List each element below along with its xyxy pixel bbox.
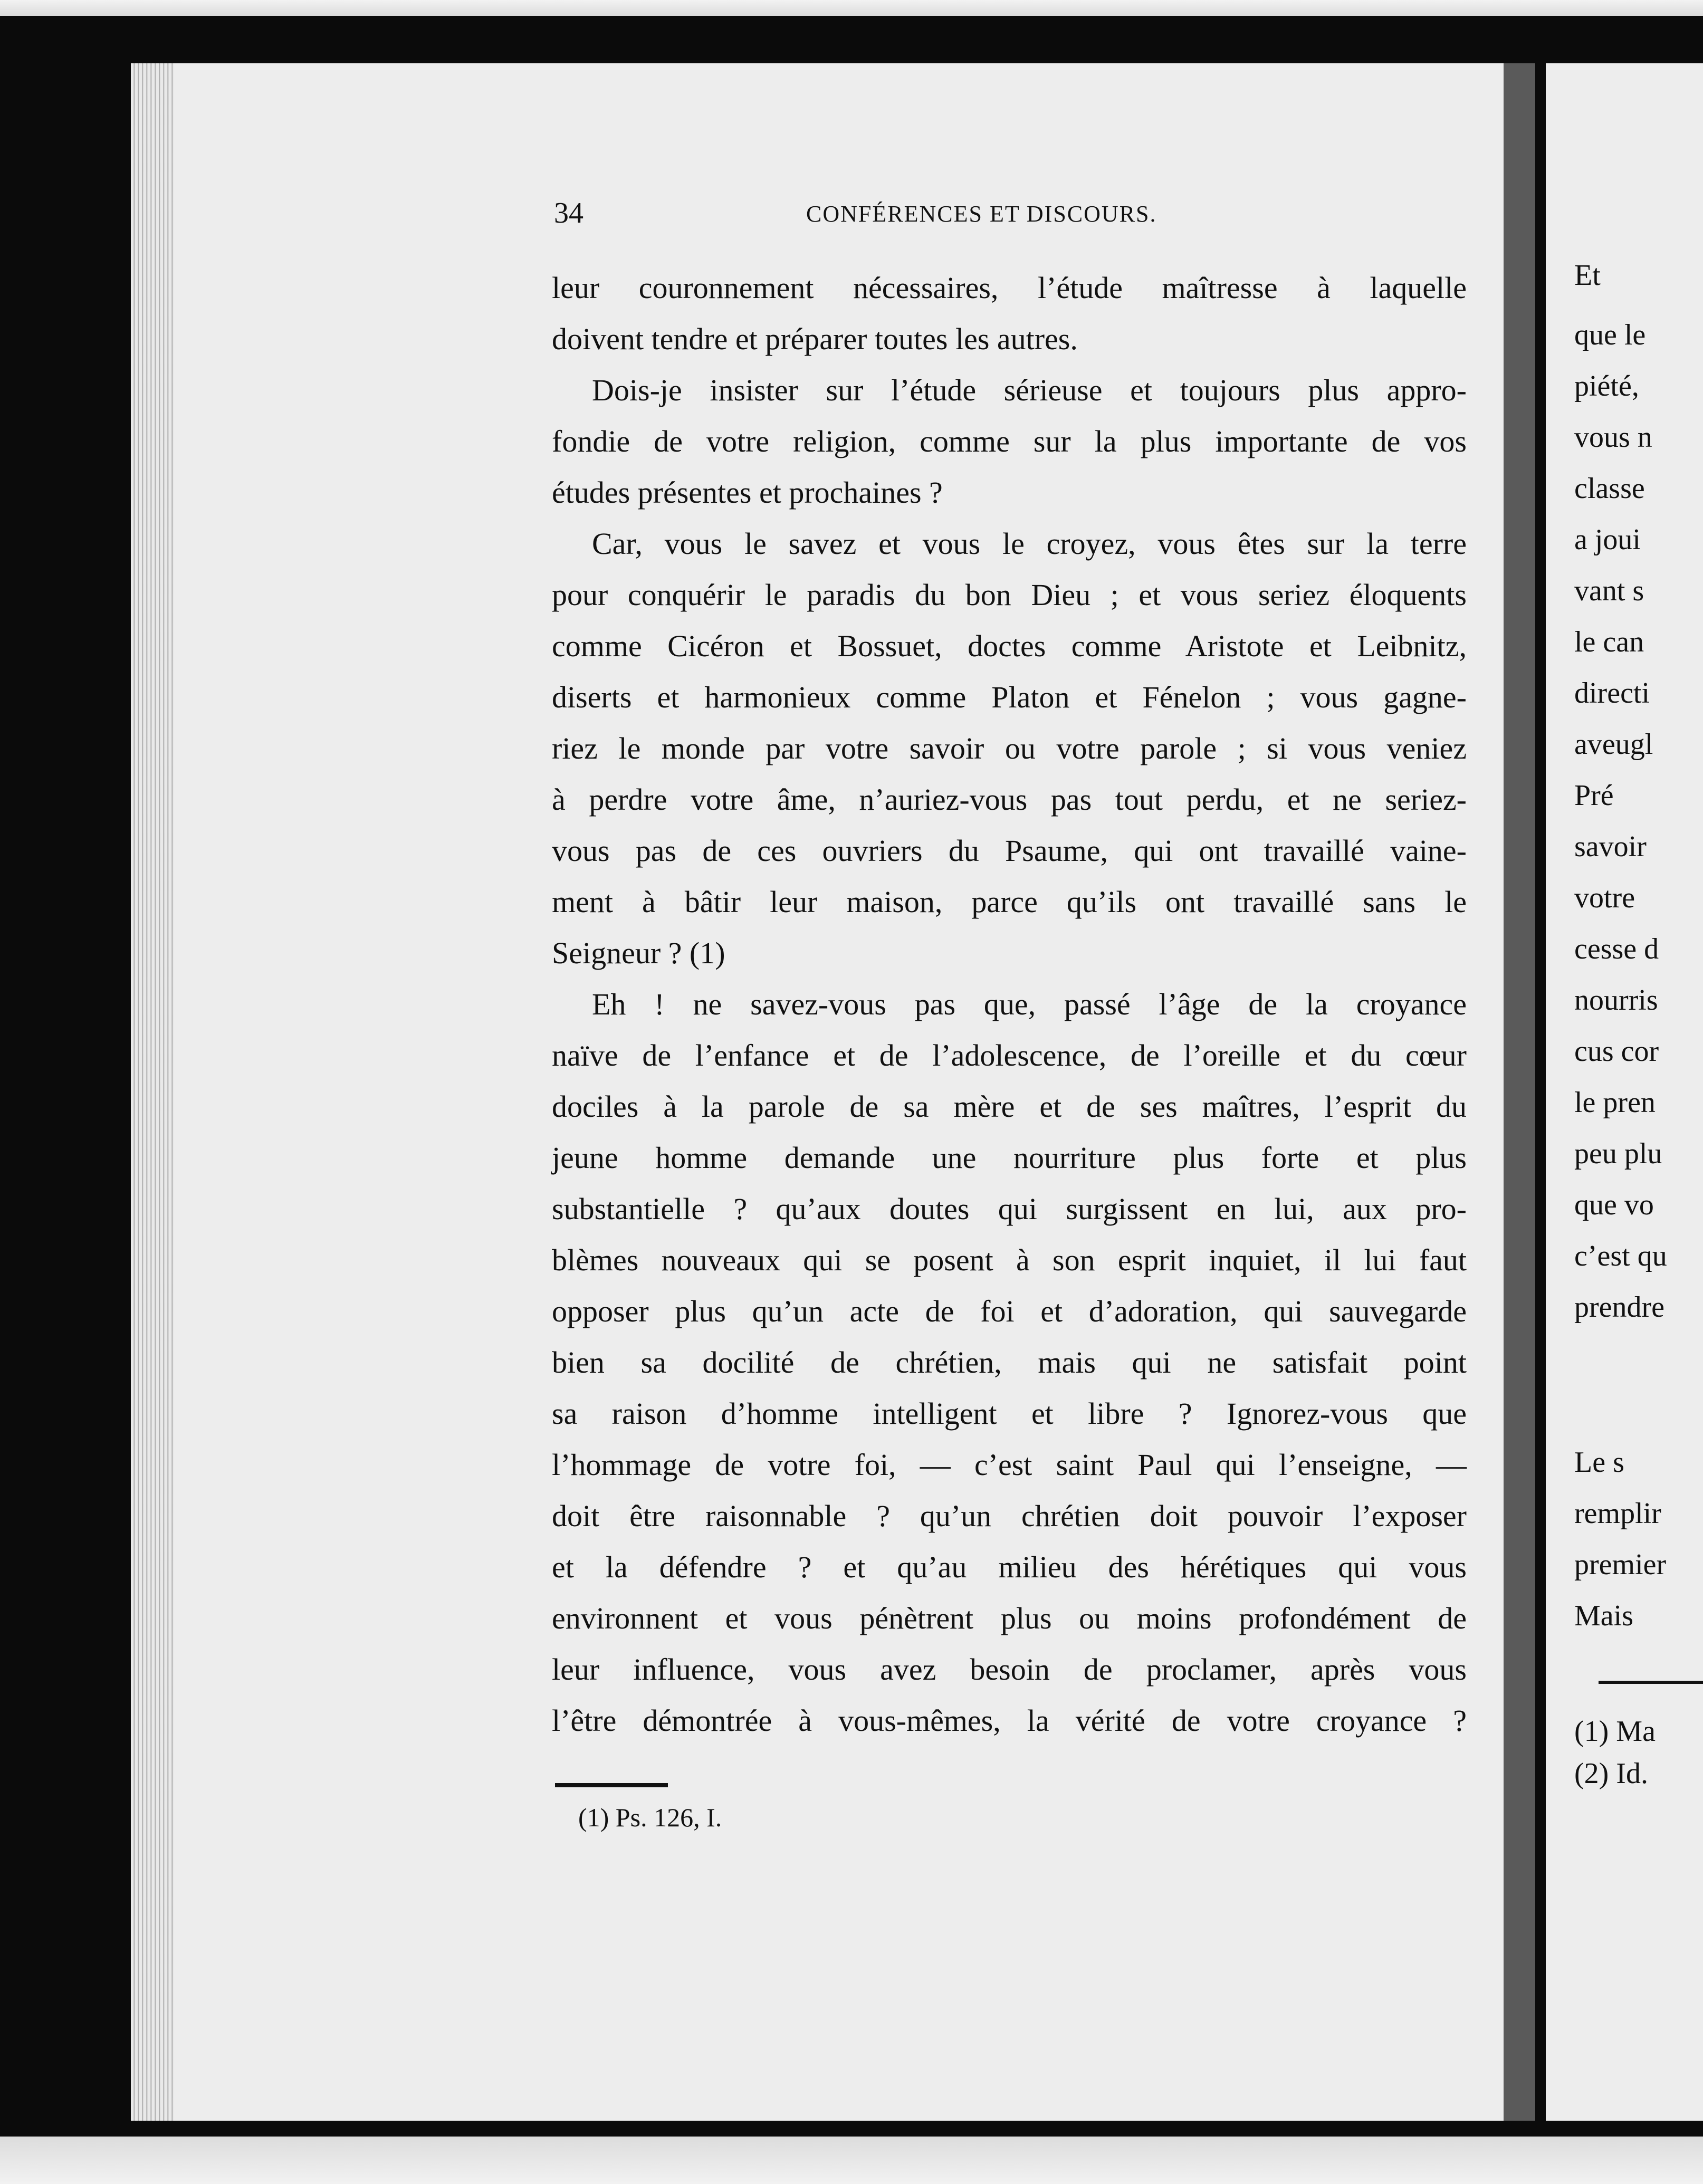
text-line: l’hommage de votre foi, — c’est saint Paul qui l’enseigne, — [552,1448,1467,1482]
page-number: 34 [554,197,583,229]
text-line: à perdre votre âme, n’auriez-vous pas tout perdu, et ne seriez- [552,782,1467,817]
text-line: pour conquérir le paradis du bon Dieu ; et vous seriez éloquents [552,578,1467,612]
facing-text-line: que le [1574,319,1646,351]
text-line: et la défendre ? et qu’au milieu des hérétiques qui vous [552,1550,1467,1584]
text-line: blèmes nouveaux qui se posent à son esprit inquiet, il lui faut [552,1243,1467,1277]
text-line: jeune homme demande une nourriture plus forte et plus [552,1141,1467,1175]
facing-footnote-rule [1599,1681,1703,1684]
text-line: diserts et harmonieux comme Platon et Fénelon ; vous gagne- [552,680,1467,714]
facing-text-line: vant s [1574,574,1644,607]
facing-text-line: peu plu [1574,1137,1662,1170]
adjacent-scan-edge-top [0,0,1703,16]
facing-text-line: Le s [1574,1446,1624,1479]
text-line: Car, vous le savez et vous le croyez, vous êtes sur la terre [592,526,1467,561]
facing-text-line: Et [1574,259,1601,292]
facing-text-line: premier [1574,1548,1667,1581]
text-line: leur influence, vous avez besoin de proclamer, après vous [552,1652,1467,1687]
text-line: Seigneur ? (1) [552,936,725,970]
facing-text-line: c’est qu [1574,1240,1667,1272]
text-line: Eh ! ne savez-vous pas que, passé l’âge de la croyance [592,987,1467,1021]
text-line: naïve de l’enfance et de l’adolescence, de l’oreille et du cœur [552,1038,1467,1072]
running-title: CONFÉRENCES ET DISCOURS. [806,201,1157,227]
scan-border-left [0,16,131,2137]
text-line: opposer plus qu’un acte de foi et d’adoration, qui sauvegarde [552,1294,1467,1328]
facing-text-line: le pren [1574,1086,1656,1119]
facing-text-line: vous n [1574,421,1652,454]
facing-text-line: le can [1574,626,1644,658]
facing-text-line: piété, [1574,370,1639,403]
text-line: doivent tendre et préparer toutes les autres. [552,322,1078,356]
facing-text-line: savoir [1574,830,1647,863]
text-line: dociles à la parole de sa mère et de ses maîtres, l’esprit du [552,1089,1467,1124]
facing-text-line: cus cor [1574,1035,1659,1068]
text-line: études présentes et prochaines ? [552,475,943,510]
facing-text-line: (2) Id. [1574,1757,1648,1790]
facing-text-line: nourris [1574,984,1658,1017]
facing-text-line: cesse d [1574,933,1659,965]
facing-text-line: votre [1574,882,1635,914]
text-line: substantielle ? qu’aux doutes qui surgissent en lui, aux pro- [552,1192,1467,1226]
gutter-black [1535,63,1546,2121]
facing-text-line: directi [1574,677,1650,710]
facing-text-line: Pré [1574,779,1614,812]
facing-text-line: remplir [1574,1497,1661,1530]
text-line: l’être démontrée à vous-mêmes, la vérité de votre croyance ? [552,1703,1467,1738]
facing-text-line: classe [1574,472,1645,505]
text-line: Dois-je insister sur l’étude sérieuse et toujours plus appro- [592,373,1467,407]
scan-border-top [0,16,1703,63]
facing-text-line: Mais [1574,1599,1633,1632]
body-text [552,262,1467,1746]
text-line: vous pas de ces ouvriers du Psaume, qui ont travaillé vaine- [552,834,1467,868]
text-line: leur couronnement nécessaires, l’étude maîtresse à laquelle [552,271,1467,305]
text-line: comme Cicéron et Bossuet, doctes comme Aristote et Leibnitz, [552,629,1467,663]
facing-text-line: aveugl [1574,728,1653,761]
gutter-shadow [1504,63,1535,2121]
facing-text-line: que vo [1574,1189,1654,1221]
text-line: doit être raisonnable ? qu’un chrétien doit pouvoir l’exposer [552,1499,1467,1533]
facing-text-line: (1) Ma [1574,1715,1656,1748]
text-line: sa raison d’homme intelligent et libre ? Ignorez-vous que [552,1396,1467,1431]
text-line: environnent et vous pénètrent plus ou moins profondément de [552,1601,1467,1635]
book-page-edges [131,63,178,2121]
facing-text-line: a joui [1574,523,1641,556]
facing-text-line: prendre [1574,1291,1665,1324]
text-line: bien sa docilité de chrétien, mais qui ne satisfait point [552,1345,1467,1380]
footnote-rule [555,1783,668,1787]
adjacent-scan-edge-bottom [0,2137,1703,2184]
footnote: (1) Ps. 126, I. [578,1803,722,1832]
text-line: riez le monde par votre savoir ou votre parole ; si vous veniez [552,731,1467,765]
text-line: ment à bâtir leur maison, parce qu’ils ont travaillé sans le [552,885,1467,919]
text-line: fondie de votre religion, comme sur la plus importante de vos [552,424,1467,458]
